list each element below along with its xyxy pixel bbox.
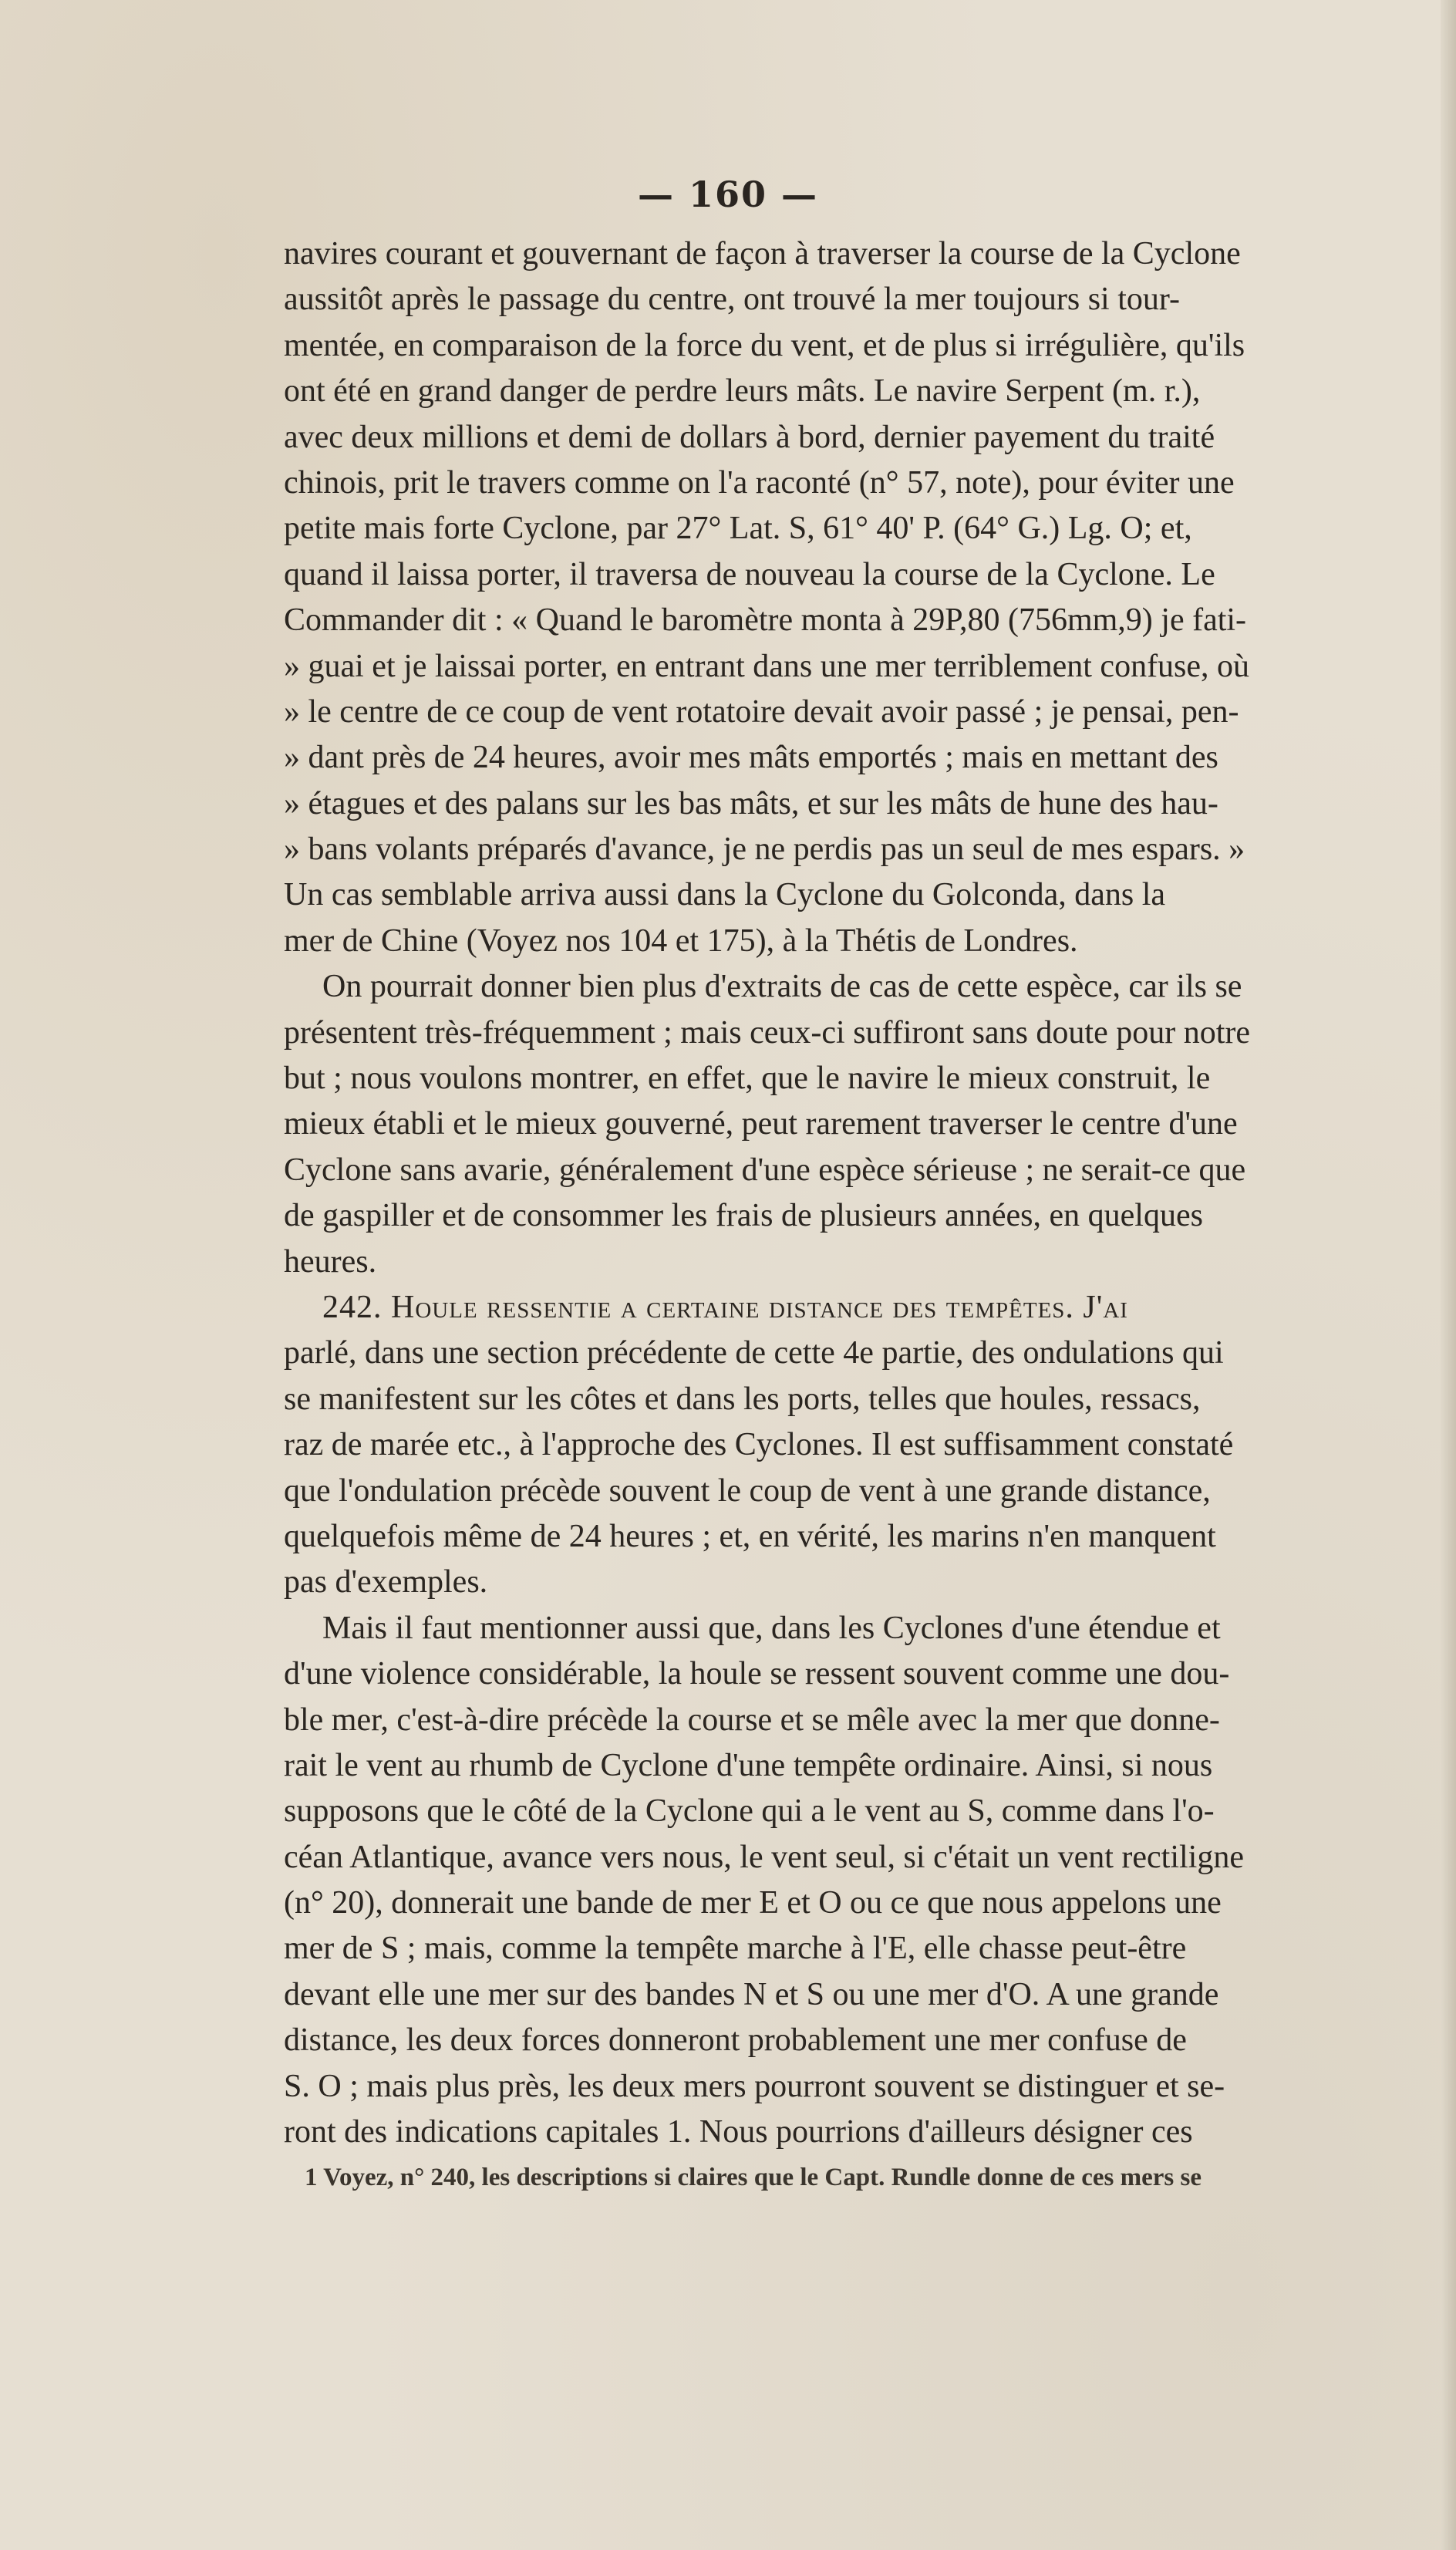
text-line: distance, les deux forces donneront probablement une mer confuse de: [284, 2022, 1187, 2059]
text-line: aussitôt après le passage du centre, ont trouvé la mer toujours si tour-: [284, 282, 1181, 318]
text-line: ont été en grand danger de perdre leurs mâts. Le navire Serpent (m. r.),: [284, 373, 1201, 410]
text-line: devant elle une mer sur des bandes N et S ou une mer d'O. A une grande: [284, 1976, 1219, 2012]
page-edge: [1441, 0, 1456, 2550]
text-line: parlé, dans une section précédente de cette 4e partie, des ondulations qui: [284, 1335, 1224, 1371]
text-line: mer de Chine (Voyez nos 104 et 175), à la Thétis de Londres.: [284, 923, 1078, 959]
text-line: » bans volants préparés d'avance, je ne perdis pas un seul de mes espars. »: [284, 831, 1245, 868]
text-line: petite mais forte Cyclone, par 27° Lat. S, 61° 40' P. (64° G.) Lg. O; et,: [284, 511, 1192, 547]
paragraph-start-line: On pourrait donner bien plus d'extraits de cas de cette espèce, car ils se: [322, 969, 1242, 1005]
text-line: S. O ; mais plus près, les deux mers pourront souvent se distinguer et se-: [284, 2068, 1225, 2104]
body-text: [284, 231, 1402, 2155]
text-line: mentée, en comparaison de la force du vent, et de plus si irrégulière, qu'ils: [284, 327, 1245, 363]
footnote: 1 Voyez, n° 240, les descriptions si claires que le Capt. Rundle donne de ces mers se: [305, 2164, 1202, 2191]
text-line: » guai et je laissai porter, en entrant dans une mer terriblement confuse, où: [284, 648, 1250, 684]
text-line: présentent très-fréquemment ; mais ceux-ci suffiront sans doute pour notre: [284, 1014, 1251, 1051]
text-line: que l'ondulation précède souvent le coup de vent à une grande distance,: [284, 1472, 1211, 1509]
text-line: heures.: [284, 1243, 377, 1280]
text-line: pas d'exemples.: [284, 1564, 488, 1600]
text-line: quelquefois même de 24 heures ; et, en vérité, les marins n'en manquent: [284, 1518, 1216, 1554]
text-line: chinois, prit le travers comme on l'a raconté (n° 57, note), pour éviter une: [284, 464, 1235, 501]
text-line: ble mer, c'est-à-dire précède la course et se mêle avec la mer que donne-: [284, 1702, 1220, 1738]
text-line: rait le vent au rhumb de Cyclone d'une tempête ordinaire. Ainsi, si nous: [284, 1747, 1213, 1783]
text-line: d'une violence considérable, la houle se ressent souvent comme une dou-: [284, 1656, 1230, 1692]
section-heading-line: 242. Houle ressentie a certaine distance des tempêtes. J'ai: [322, 1289, 1128, 1325]
page-number: — 160 —: [637, 174, 819, 215]
text-line: mieux établi et le mieux gouverné, peut rarement traverser le centre d'une: [284, 1106, 1238, 1142]
text-line: ront des indications capitales 1. Nous pourrions d'ailleurs désigner ces: [284, 2114, 1193, 2150]
text-line: mer de S ; mais, comme la tempête marche à l'E, elle chasse peut-être: [284, 1931, 1187, 1967]
text-line: Cyclone sans avarie, généralement d'une espèce sérieuse ; ne serait-ce que: [284, 1152, 1246, 1188]
text-line: se manifestent sur les côtes et dans les ports, telles que houles, ressacs,: [284, 1381, 1201, 1417]
text-line: avec deux millions et demi de dollars à bord, dernier payement du traité: [284, 419, 1215, 455]
text-line: quand il laissa porter, il traversa de nouveau la course de la Cyclone. Le: [284, 556, 1215, 592]
text-line: raz de marée etc., à l'approche des Cyclones. Il est suffisamment constaté: [284, 1427, 1234, 1463]
text-line: » étagues et des palans sur les bas mâts, et sur les mâts de hune des hau-: [284, 785, 1218, 821]
text-line: » le centre de ce coup de vent rotatoire devait avoir passé ; je pensai, pen-: [284, 693, 1239, 730]
text-line: Commander dit : « Quand le baromètre monta à 29P,80 (756mm,9) je fati-: [284, 602, 1247, 639]
text-line: but ; nous voulons montrer, en effet, que le navire le mieux construit, le: [284, 1061, 1211, 1097]
paragraph-start-line: Mais il faut mentionner aussi que, dans les Cyclones d'une étendue et: [322, 1610, 1221, 1646]
text-line: (n° 20), donnerait une bande de mer E et O ou ce que nous appelons une: [284, 1885, 1222, 1921]
text-line: de gaspiller et de consommer les frais de plusieurs années, en quelques: [284, 1198, 1203, 1234]
text-line: supposons que le côté de la Cyclone qui a le vent au S, comme dans l'o-: [284, 1793, 1215, 1830]
text-line: navires courant et gouvernant de façon à traverser la course de la Cyclone: [284, 236, 1241, 272]
text-line: Un cas semblable arriva aussi dans la Cyclone du Golconda, dans la: [284, 877, 1166, 913]
text-line: céan Atlantique, avance vers nous, le vent seul, si c'était un vent rectiligne: [284, 1839, 1244, 1875]
text-line: » dant près de 24 heures, avoir mes mâts emportés ; mais en mettant des: [284, 740, 1218, 776]
